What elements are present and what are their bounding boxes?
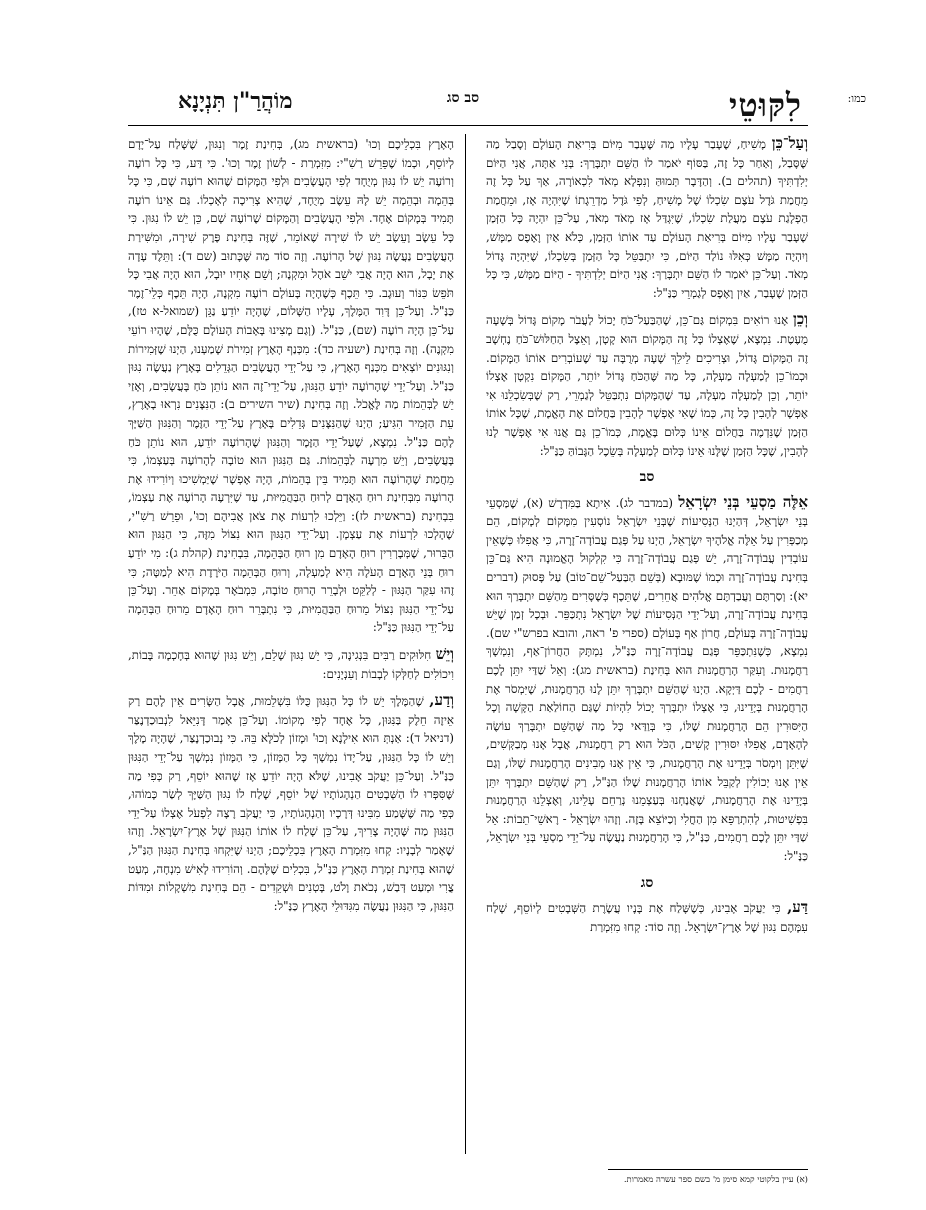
right-column (486, 134, 808, 1164)
paragraph-text: אָנוּ רוֹאִים בִּמְקוֹם גַּם־כֵּן, שֶׁהַבַּעַל־כֹּחַ יָכוֹל לַעֲבֹר מָקוֹם גָּדוֹל בְּשָׁעָה מֻעֶטֶת. נִמְצָא, שֶׁאֶצְלוֹ כָּל זֶה הַמָּקוֹם הוּא קָטָן, וְאֵצֶל הַחַלּוּשׁ־כֹּחַ נֶחְשָׁב זֶה הַמָּקוֹם גָּדוֹל, וּצְרִיכִים לֵילֵךְ שָׁעָה מְרֻבָּה עַד שֶׁעוֹבְרִים אוֹתוֹ הַמָּקוֹם. וּכְמוֹ־כֵן לְמַעְלָה מַעְלָה, כָּל מַה שֶּׁהַכֹּחַ גָּדוֹל יוֹתֵר, הַמָּקוֹם נִקְטָן אֶצְלוֹ יוֹתֵר, וְכֵן לְמַעְלָה מַעְלָה, עַד שֶׁהַמָּקוֹם נִתְבַּטֵּל לְגַמְרֵי, רַק שֶׁבְּשִׂכְלֵנוּ אִי אֶפְשָׁר לְהָבִין כָּל זֶה, כְּמוֹ שֶׁאִי אֶפְשָׁר לְהָבִין בַּחֲלוֹם אֶת הָאֱמֶת, שֶׁכָּל אוֹתוֹ הַזְּמַן שֶׁנִּדְמֶה בַּחֲלוֹם אֵינוֹ כְּלוּם בֶּאֱמֶת, כְּמוֹ־כֵן גַּם אֲנוּ אִי אֶפְשָׁר לָנוּ לְהָבִין, שֶׁכָּל הַזְּמַן שֶׁלָּנוּ אֵינוֹ כְּלוּם לְמַעְלָה בְּשֵׂכֶל הַגָּבוֹהַּ כַּנַּ"ל: (486, 313, 808, 458)
lead-word: וְיֵשׁ (435, 645, 454, 664)
paragraph-text: כִּי יַעֲקֹב אָבִינוּ, כְּשֶׁשָּׁלַח אֶת בָּנָיו עֲשֶׂרֶת הַשְּׁבָטִים לְיוֹסֵף, שָׁלַח עִמָּהֶם נִגּוּן שֶׁל אֶרֶץ־יִשְׂרָאֵל. וְזֶה סוֹד: קְחוּ מִזִּמְרַת (486, 901, 808, 934)
lead-word: אֵלֶּה מַסְעֵי בְּנֵי יִשְׂרָאֵל (678, 492, 808, 511)
book-title-right: לִקּוּטֵי (729, 86, 802, 124)
paragraph (486, 134, 808, 302)
section-heading-sg: סג (640, 874, 654, 891)
paragraph (486, 493, 808, 866)
header-rule (128, 125, 808, 126)
footnote: (א) עיין בלקוטי קמא סימן מ' בשם ספר עשרה מאמרות. (623, 1175, 808, 1185)
paragraph (128, 691, 454, 915)
paragraph-text: (במדבר לג). אִיתָא בַּמִּדְרָשׁ (א), שֶׁמַּסְעֵי בְּנֵי יִשְׂרָאֵל, דְּהַיְנוּ הַנְּסִיעוֹת שֶׁבְּנֵי יִשְׂרָאֵל נוֹסְעִין מִמָּקוֹם לְמָקוֹם, הֵם מְכַפְּרִין עַל אֵלֶּה אֱלֹהֶיךָ יִשְׂרָאֵל, הַיְנוּ עַל פְּגַם עֲבוֹדָה־זָרָה, כִּי אֲפִלּוּ כְּשֶׁאֵין עוֹבְדִין עֲבוֹדָה־זָרָה, יֵשׁ פְּגַם עֲבוֹדָה־זָרָה כִּי קִלְקוּל הָאֱמוּנָה הִיא גַּם־כֵּן בְּחִינַת עֲבוֹדָה־זָרָה וּכְמוֹ שֶׁמּוּבָא (בְּשֵׁם הַבַּעַל־שֵׁם־טוֹב) עַל פָּסוּק (דברים יא): וְסַרְתֶּם וַעֲבַדְתֶּם אֱלֹהִים אֲחֵרִים, שֶׁתֵּכֶף כְּשֶׁסָּרִים מֵהַשֵּׁם יִתְבָּרַךְ הוּא בְּחִינַת עֲבוֹדָה־זָרָה, וְעַל־יְדֵי הַנְּסִיעוֹת שֶׁל יִשְׂרָאֵל נִתְכַּפֵּר. וּבְכָל זְמַן שֶׁיֵּשׁ עֲבוֹדָה־זָרָה בָּעוֹלָם, חֲרוֹן אַף בָּעוֹלָם (ספרי פ' ראה, והובא בפרש"י שם). נִמְצָא, כְּשֶׁנִּתְכַּפֵּר פְּגַם עֲבוֹדָה־זָרָה כַּנַּ"ל, נִמְתָּק הַחֲרוֹן־אַף, וְנִמְשָׁךְ רַחֲמָנוּת. וְעִקַּר הָרַחֲמָנוּת הוּא בְּחִינַת (בראשית מג): וְאֵל שַׁדַּי יִתֵּן לָכֶם רַחֲמִים - לָכֶם דַּיְקָא. הַיְנוּ שֶׁהַשֵּׁם יִתְבָּרַךְ יִתֵּן לָנוּ הָרַחֲמָנוּת, שֶׁיִּמְסֹר אֶת הָרַחֲמָנוּת בְּיָדֵינוּ, כִּי אֶצְלוֹ יִתְבָּרַךְ יָכוֹל לִהְיוֹת שֶׁגַּם הַחוֹלַאַת הַקָּשָׁה וְכָל הַיִּסּוּרִין הֵם הָרַחֲמָנוּת שֶׁלּוֹ, כִּי בְּוַדַּאי כָּל מַה שֶּׁהַשֵּׁם יִתְבָּרַךְ עוֹשֶׂה לְהָאָדָם, אֲפִלּוּ יִסּוּרִין קָשִׁים, הַכֹּל הוּא רַק רַחֲמָנוּת, אֲבָל אָנוּ מְבַקְּשִׁים, שֶׁיִּתֵּן וְיִמְסֹר בְּיָדֵינוּ אֶת הָרַחֲמָנוּת, כִּי אֵין אָנוּ מְבִינִים הָרַחֲמָנוּת שֶׁלּוֹ, וְגַם אֵין אָנוּ יְכוֹלִין לְקַבֵּל אוֹתוֹ הָרַחֲמָנוּת שֶׁלּוֹ הַנַּ"ל, רַק שֶׁהַשֵּׁם יִתְבָּרַךְ יִתֵּן בְּיָדֵינוּ אֶת הָרַחֲמָנוּת, שֶׁאֲנַחְנוּ בְּעַצְמֵנוּ נְרַחֵם עָלֵינוּ, וְאֶצְלֵנוּ הָרַחֲמָנוּת בִּפְשִׁיטוּת, לְהִתְרַפֵּא מִן הַחֳלִי וְכַיּוֹצֵא בָּזֶה. וְזֶהוּ יִשְׂרָאֵל - רָאשֵׁי־תֵבוֹת: אֵל שַׁדַּי יִתֵּן לָכֶם רַחֲמִים, כַּנַּ"ל, כִּי הָרַחֲמָנוּת נַעֲשֶׂה עַל־יְדֵי מַסְעֵי בְּנֵי יִשְׂרָאֵל, כַּנַּ"ל: (486, 495, 808, 863)
left-column (128, 134, 454, 1174)
section-heading-sb: סב (639, 469, 655, 486)
lead-word: וְכֵן (793, 310, 808, 329)
paragraph (486, 898, 808, 936)
lead-word: וְעַל־כֵּן (771, 134, 808, 152)
paragraph-text: חִלּוּקִים רַבִּים בִּנְגִינָה, כִּי יֵשׁ נִגּוּן שָׁלֵם, וְיֵשׁ נִגּוּן שֶׁהוּא בְּחָכְמָה בָּבוֹת, וִיכוֹלִים לְחַלְּקוֹ לְבָבוֹת וְעִנְיָנִים: (128, 648, 454, 681)
paragraph (128, 645, 454, 683)
book-title-left: מוֹהֲרַ"ן תִּנְיָנָא (178, 88, 293, 114)
column-divider (465, 134, 466, 1154)
footnote-rule (608, 1169, 808, 1170)
paragraph-text: הָאָרֶץ בִּכְלֵיכֶם וְכוּ' (בראשית מג), בְּחִינַת זֶמֶר וְנִגּוּן, שֶׁשָּׁלַח עַל־יָדָם לְיוֹסֵף, וּכְמוֹ שֶׁפֵּרֵשׁ רַשִׁ"י: מִזִּמְרַת - לְשׁוֹן זֶמֶר וְכוּ'. כִּי דַּע, כִּי כָּל רוֹעֶה וְרוֹעֶה יֵשׁ לוֹ נִגּוּן מְיֻחָד לְפִי הָעֲשָׂבִים וּלְפִי הַמָּקוֹם שֶׁהוּא רוֹעֶה שָׁם, כִּי כָּל בְּהֵמָה וּבְהֵמָה יֵשׁ לָהּ עֵשֶׂב מְיֻחָד, שֶׁהִיא צְרִיכָה לְאָכְלוֹ. גַּם אֵינוֹ רוֹעֶה תָּמִיד בְּמָקוֹם אֶחָד. וּלְפִי הָעֲשָׂבִים וְהַמָּקוֹם שֶׁרוֹעֶה שָׁם, כֵּן יֵשׁ לוֹ נִגּוּן. כִּי כָּל עֵשֶׂב וָעֵשֶׂב יֵשׁ לוֹ שִׁירָה שֶׁאוֹמֵר, שֶׁזֶּה בְּחִינַת פֶּרֶק שִׁירָה, וּמִשִּׁירַת הָעֲשָׂבִים נַעֲשֶׂה נִגּוּן שֶׁל הָרוֹעֶה. וְזֶה סוֹד מַה שֶּׁכָּתוּב (שם ד): וַתֵּלֶד עָדָה אֶת יָבָל, הוּא הָיָה אֲבִי יֹשֵׁב אֹהֶל וּמִקְנֶה; וְשֵׁם אָחִיו יוּבָל, הוּא הָיָה אֲבִי כָּל תֹּפֵשׂ כִּנּוֹר וְעוּגָב. כִּי תֵּכֶף כְּשֶׁהָיָה בָּעוֹלָם רוֹעֶה מִקְנֶה, הָיָה תֵּכֶף כְּלֵי־זֶמֶר כַּנַּ"ל. וְעַל־כֵּן דָּוִד הַמֶּלֶךְ, עָלָיו הַשָּׁלוֹם, שֶׁהָיָה יוֹדֵעַ נַגֵּן (שמואל-א טז), עַל־כֵּן הָיָה רוֹעֶה (שם), כַּנַּ"ל. (וְגַם מָצִינוּ בָּאָבוֹת הָעוֹלָם כֻּלָּם, שֶׁהָיוּ רוֹעֵי מִקְנֶה). וְזֶה בְּחִינַת (ישעיה כד): מִכְּנַף הָאָרֶץ זְמִירֹת שָׁמַעְנוּ, הַיְנוּ שֶׁזְּמִירוֹת וְנִגּוּנִים יוֹצְאִים מִכְּנַף הָאָרֶץ, כִּי עַל־יְדֵי הָעֲשָׂבִים הַגְּדֵלִים בָּאָרֶץ נַעֲשֶׂה נִגּוּן כַּנַּ"ל. וְעַל־יְדֵי שֶׁהָרוֹעֶה יוֹדֵעַ הַנִּגּוּן, עַל־יְדֵי־זֶה הוּא נוֹתֵן כֹּחַ בָּעֲשָׂבִים, וְאָזַי יֵשׁ לַבְּהֵמוֹת מַה לֶּאֱכֹל. וְזֶה בְּחִינַת (שיר השירים ב): הַנִּצָּנִים נִרְאוּ בָאָרֶץ, עֵת הַזָּמִיר הִגִּיעַ; הַיְנוּ שֶׁהַנִּצָּנִים גְּדֵלִים בָּאָרֶץ עַל־יְדֵי הַזֶּמֶר וְהַנִּגּוּן הַשַּׁיָּךְ לָהֶם כַּנַּ"ל. נִמְצָא, שֶׁעַל־יְדֵי הַזֶּמֶר וְהַנִּגּוּן שֶׁהָרוֹעֶה יוֹדֵעַ, הוּא נוֹתֵן כֹּחַ בָּעֲשָׂבִים, וְיֵשׁ מִרְעֶה לַבְּהֵמוֹת. גַּם הַנִּגּוּן הוּא טוֹבָה לְהָרוֹעֶה בְּעַצְמוֹ, כִּי מֵחֲמַת שֶׁהָרוֹעֶה הוּא תָּמִיד בֵּין בְּהֵמוֹת, הָיָה אֶפְשָׁר שֶׁיַּמְשִׁיכוּ וְיוֹרִידוּ אֶת הָרוֹעֶה מִבְּחִינַת רוּחַ הָאָדָם לְרוּחַ הַבַּהֲמִיּוּת, עַד שֶׁיִּרְעֶה הָרוֹעֶה אֶת עַצְמוֹ, בִּבְחִינַת (בראשית לז): וַיֵּלְכוּ לִרְעוֹת אֶת צֹאן אֲבִיהֶם וְכוּ', וּפֵרֵשׁ רַשִׁ"י, שֶׁהָלְכוּ לִרְעוֹת אֶת עַצְמָן. וְעַל־יְדֵי הַנִּגּוּן הוּא נִצּוֹל מִזֶּה, כִּי הַנִּגּוּן הוּא הַבֵּרוּר, שֶׁמְּבָרְרִין רוּחַ הָאָדָם מִן רוּחַ הַבְּהֵמָה, בִּבְחִינַת (קהלת ג): מִי יוֹדֵעַ רוּחַ בְּנֵי הָאָדָם הָעֹלָה הִיא לְמַעְלָה, וְרוּחַ הַבְּהֵמָה הַיֹּרֶדֶת הִיא לְמַטָּה; כִּי זֶהוּ עִקַּר הַנִּגּוּן - לְלַקֵּט וּלְבָרֵר הָרוּחַ טוֹבָה, כִּמְבֹאָר בְּמָקוֹם אַחֵר. וְעַל־כֵּן עַל־יְדֵי הַנִּגּוּן נִצּוֹל מֵרוּחַ הַבַּהֲמִיּוּת, כִּי נִתְבָּרֵר רוּחַ הָאָדָם מֵרוּחַ הַבְּהֵמָה עַל־יְדֵי הַנִּגּוּן כַּנַּ"ל: (128, 137, 454, 635)
paragraph (486, 310, 808, 460)
paragraph-text: שֶׁהַמֶּלֶךְ יֵשׁ לוֹ כָּל הַנִּגּוּן כֻּלּוֹ בִּשְׁלֵמוּת, אֲבָל הַשָּׂרִים אֵין לָהֶם רַק אֵיזֶה חֵלֶק בַּנִּגּוּן, כָּל אֶחָד לְפִי מְקוֹמוֹ. וְעַל־כֵּן אָמַר דָּנִיֵּאל לִנְבוּכַדְנֶצַּר (דניאל ד): אַנְתְּ הוּא אִילָנָא וְכוּ' וּמָזוֹן לְכֹלָּא בֵּהּ. כִּי נְבוּכַדְנֶצַּר, שֶׁהָיָה מֶלֶךְ וְיֵשׁ לוֹ כָּל הַנִּגּוּן, עַל־יָדוֹ נִמְשָׁךְ כָּל הַמָּזוֹן, כִּי הַמָּזוֹן נִמְשָׁךְ עַל־יְדֵי הַנִּגּוּן כַּנַּ"ל. וְעַל־כֵּן יַעֲקֹב אָבִינוּ, שֶׁלֹּא הָיָה יוֹדֵעַ אָז שֶׁהוּא יוֹסֵף, רַק כְּפִי מַה שֶּׁסִּפְּרוּ לוֹ הַשְּׁבָטִים הַנְהָגוֹתָיו שֶׁל יוֹסֵף, שָׁלַח לוֹ נִגּוּן הַשַּׁיָּךְ לְשַׂר כָּמוֹהוּ, כְּפִי מַה שֶּׁשָּׁמַע מִבִּינוּ דְּרָכָיו וְהַנְהָגוֹתָיו, כִּי יַעֲקֹב רָצָה לִפְעֹל אֶצְלוֹ עַל־יְדֵי הַנִּגּוּן מַה שֶּׁהָיָה צָרִיךְ, עַל־כֵּן שָׁלַח לוֹ אוֹתוֹ הַנִּגּוּן שֶׁל אֶרֶץ־יִשְׂרָאֵל. וְזֶהוּ שֶׁאָמַר לְבָנָיו: קְחוּ מִזִּמְרַת הָאָרֶץ בִּכְלֵיכֶם; הַיְנוּ שֶׁיִּקְחוּ בְּחִינַת הַנִּגּוּן הַנַּ"ל, שֶׁהוּא בְּחִינַת זִמְרַת הָאָרֶץ כַּנַּ"ל, בִּכְלִים שֶׁלָּהֶם. וְהוֹרִידוּ לָאִישׁ מִנְחָה, מְעַט צֳרִי וּמְעַט דְּבַשׁ, נְכֹאת וָלֹט, בָּטְנִים וּשְׁקֵדִים - הֵם בְּחִינַת מִשְׁקָלוֹת וּמִדּוֹת הַנִּגּוּן, כִּי הַנִּגּוּן נַעֲשֶׂה מִגִּדּוּלֵי הָאָרֶץ כַּנַּ"ל: (128, 694, 454, 913)
lead-word: וְדַע, (429, 691, 454, 710)
lead-word: דַּע, (787, 898, 808, 917)
section-range: סב סג (446, 90, 480, 106)
paragraph (128, 134, 454, 637)
paragraph-text: מָשִׁיחַ, שֶׁעָבַר עָלָיו מַה שֶּׁעָבַר מִיּוֹם בְּרִיאַת הָעוֹלָם וְסָבַל מַה שֶּׁסָּבַל, וְאַחַר כָּל זֶה, בַּסּוֹף יֹאמַר לוֹ הַשֵּׁם יִתְבָּרַךְ: בְּנִי אַתָּה, אֲנִי הַיּוֹם יְלִדְתִּיךָ (תהלים ב). וְהַדָּבָר תְּמוּהַּ וְנִפְלָא מְאֹד לִכְאוֹרָה, אַךְ עַל כָּל זֶה מֵחֲמַת גֹּדֶל עֹצֶם שִׂכְלוֹ שֶׁל מָשִׁיחַ, לְפִי גֹּדֶל מַדְרֵגָתוֹ שֶׁיִּהְיֶה אָז, וּמֵחֲמַת הַפְלָגַת עֹצֶם מַעֲלַת שִׂכְלוֹ, שֶׁיִּגְדַּל אָז מְאֹד מְאֹד, עַל־כֵּן יִהְיֶה כָּל הַזְּמַן שֶׁעָבַר עָלָיו מִיּוֹם בְּרִיאַת הָעוֹלָם עַד אוֹתוֹ הַזְּמַן, כְּלֹא אַיִן וָאֶפֶס מַמָּשׁ, וְיִהְיֶה מַמָּשׁ כְּאִלּוּ נוֹלַד הַיּוֹם, כִּי יִתְבַּטֵּל כָּל הַזְּמַן בְּשִׂכְלוֹ, שֶׁיִּהְיֶה גָּדוֹל מְאֹד. וְעַל־כֵּן יֹאמַר לוֹ הַשֵּׁם יִתְבָּרַךְ: אֲנִי הַיּוֹם יְלִדְתִּיךָ - הַיּוֹם מַמָּשׁ, כִּי כָּל הַזְּמַן שֶׁעָבַר, אַיִן וָאֶפֶס לְגַמְרֵי כַּנַּ"ל: (486, 137, 808, 300)
page-header (0, 86, 926, 126)
page-number: כמו: (847, 92, 866, 105)
